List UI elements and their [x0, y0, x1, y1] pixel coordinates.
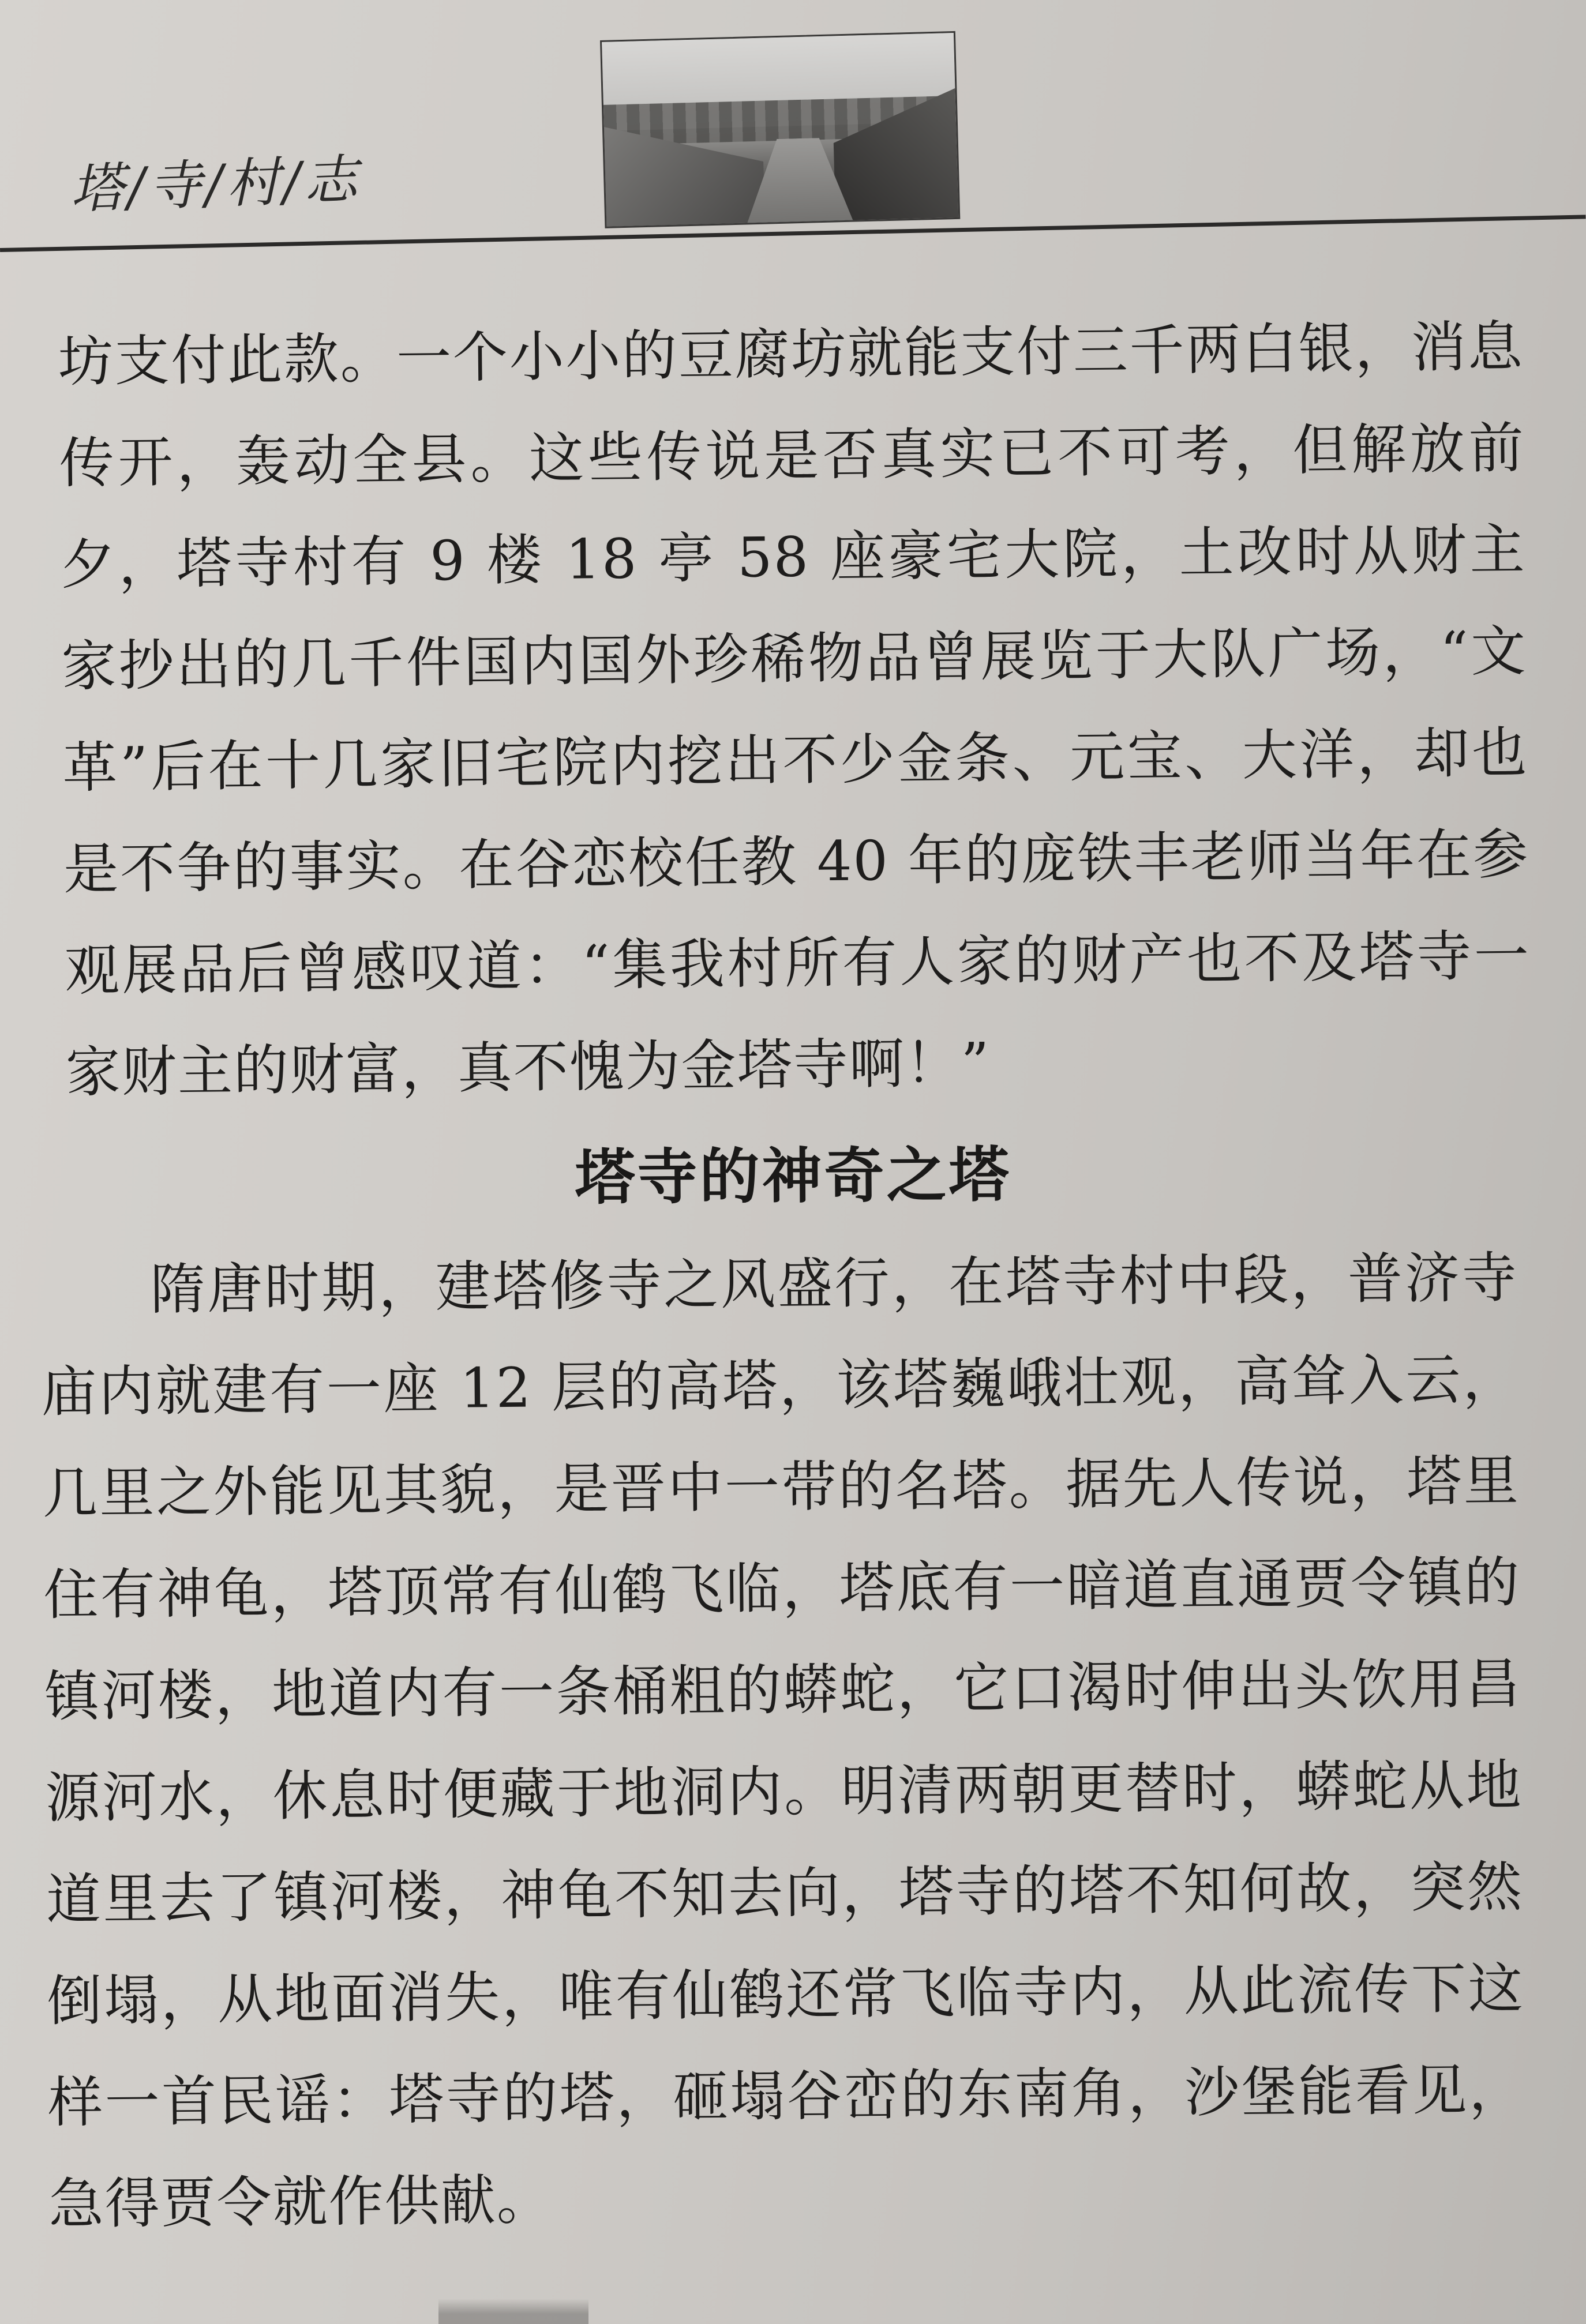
page-header: [0, 0, 1586, 265]
section-heading: 塔寺的神奇之塔: [575, 1139, 1011, 1213]
cut-off-next-heading: [438, 2299, 588, 2324]
continuation-paragraph: 坊支付此款。一个小小的豆腐坊就能支付三千两白银，消息传开，轰动全县。这些传说是否真实已不可考，但解放前夕，塔寺村有 9 楼 18 亭 58 座豪宅大院，土改时从财主家抄出的几千件国内国外珍稀物品曾展览于大队广场，“文革”后在十几家旧宅院内挖出不少金条、元宝、大洋，却也是不争的事实。在谷恋校任教 40 年的庞铁丰老师当年在参观展品后曾感叹道：“集我村所有人家的财产也不及塔寺一家财主的财富，真不愧为金塔寺啊！”: [58, 315, 1531, 1105]
section-body-paragraph: 隋唐时期，建塔修寺之风盛行，在塔寺村中段，普济寺庙内就建有一座 12 层的高塔，该塔巍峨壮观，高耸入云，几里之外能见其貌，是晋中一带的名塔。据先人传说，塔里住有神龟，塔顶常有仙鹤飞临，塔底有一暗道直通贾令镇的镇河楼，地道内有一条桶粗的蟒蛇，它口渴时伸出头饮用昌源河水，休息时便藏于地洞内。明清两朝更替时，蟒蛇从地道里去了镇河楼，神龟不知去向，塔寺的塔不知何故，突然倒塌，从地面消失，唯有仙鹤还常飞临寺内，从此流传下这样一首民谣：塔寺的塔，砸塌谷峦的东南角，沙堡能看见，急得贾令就作供献。: [41, 1246, 1525, 2236]
running-title: 塔/寺/村/志: [69, 148, 362, 220]
header-photo: [600, 31, 960, 228]
